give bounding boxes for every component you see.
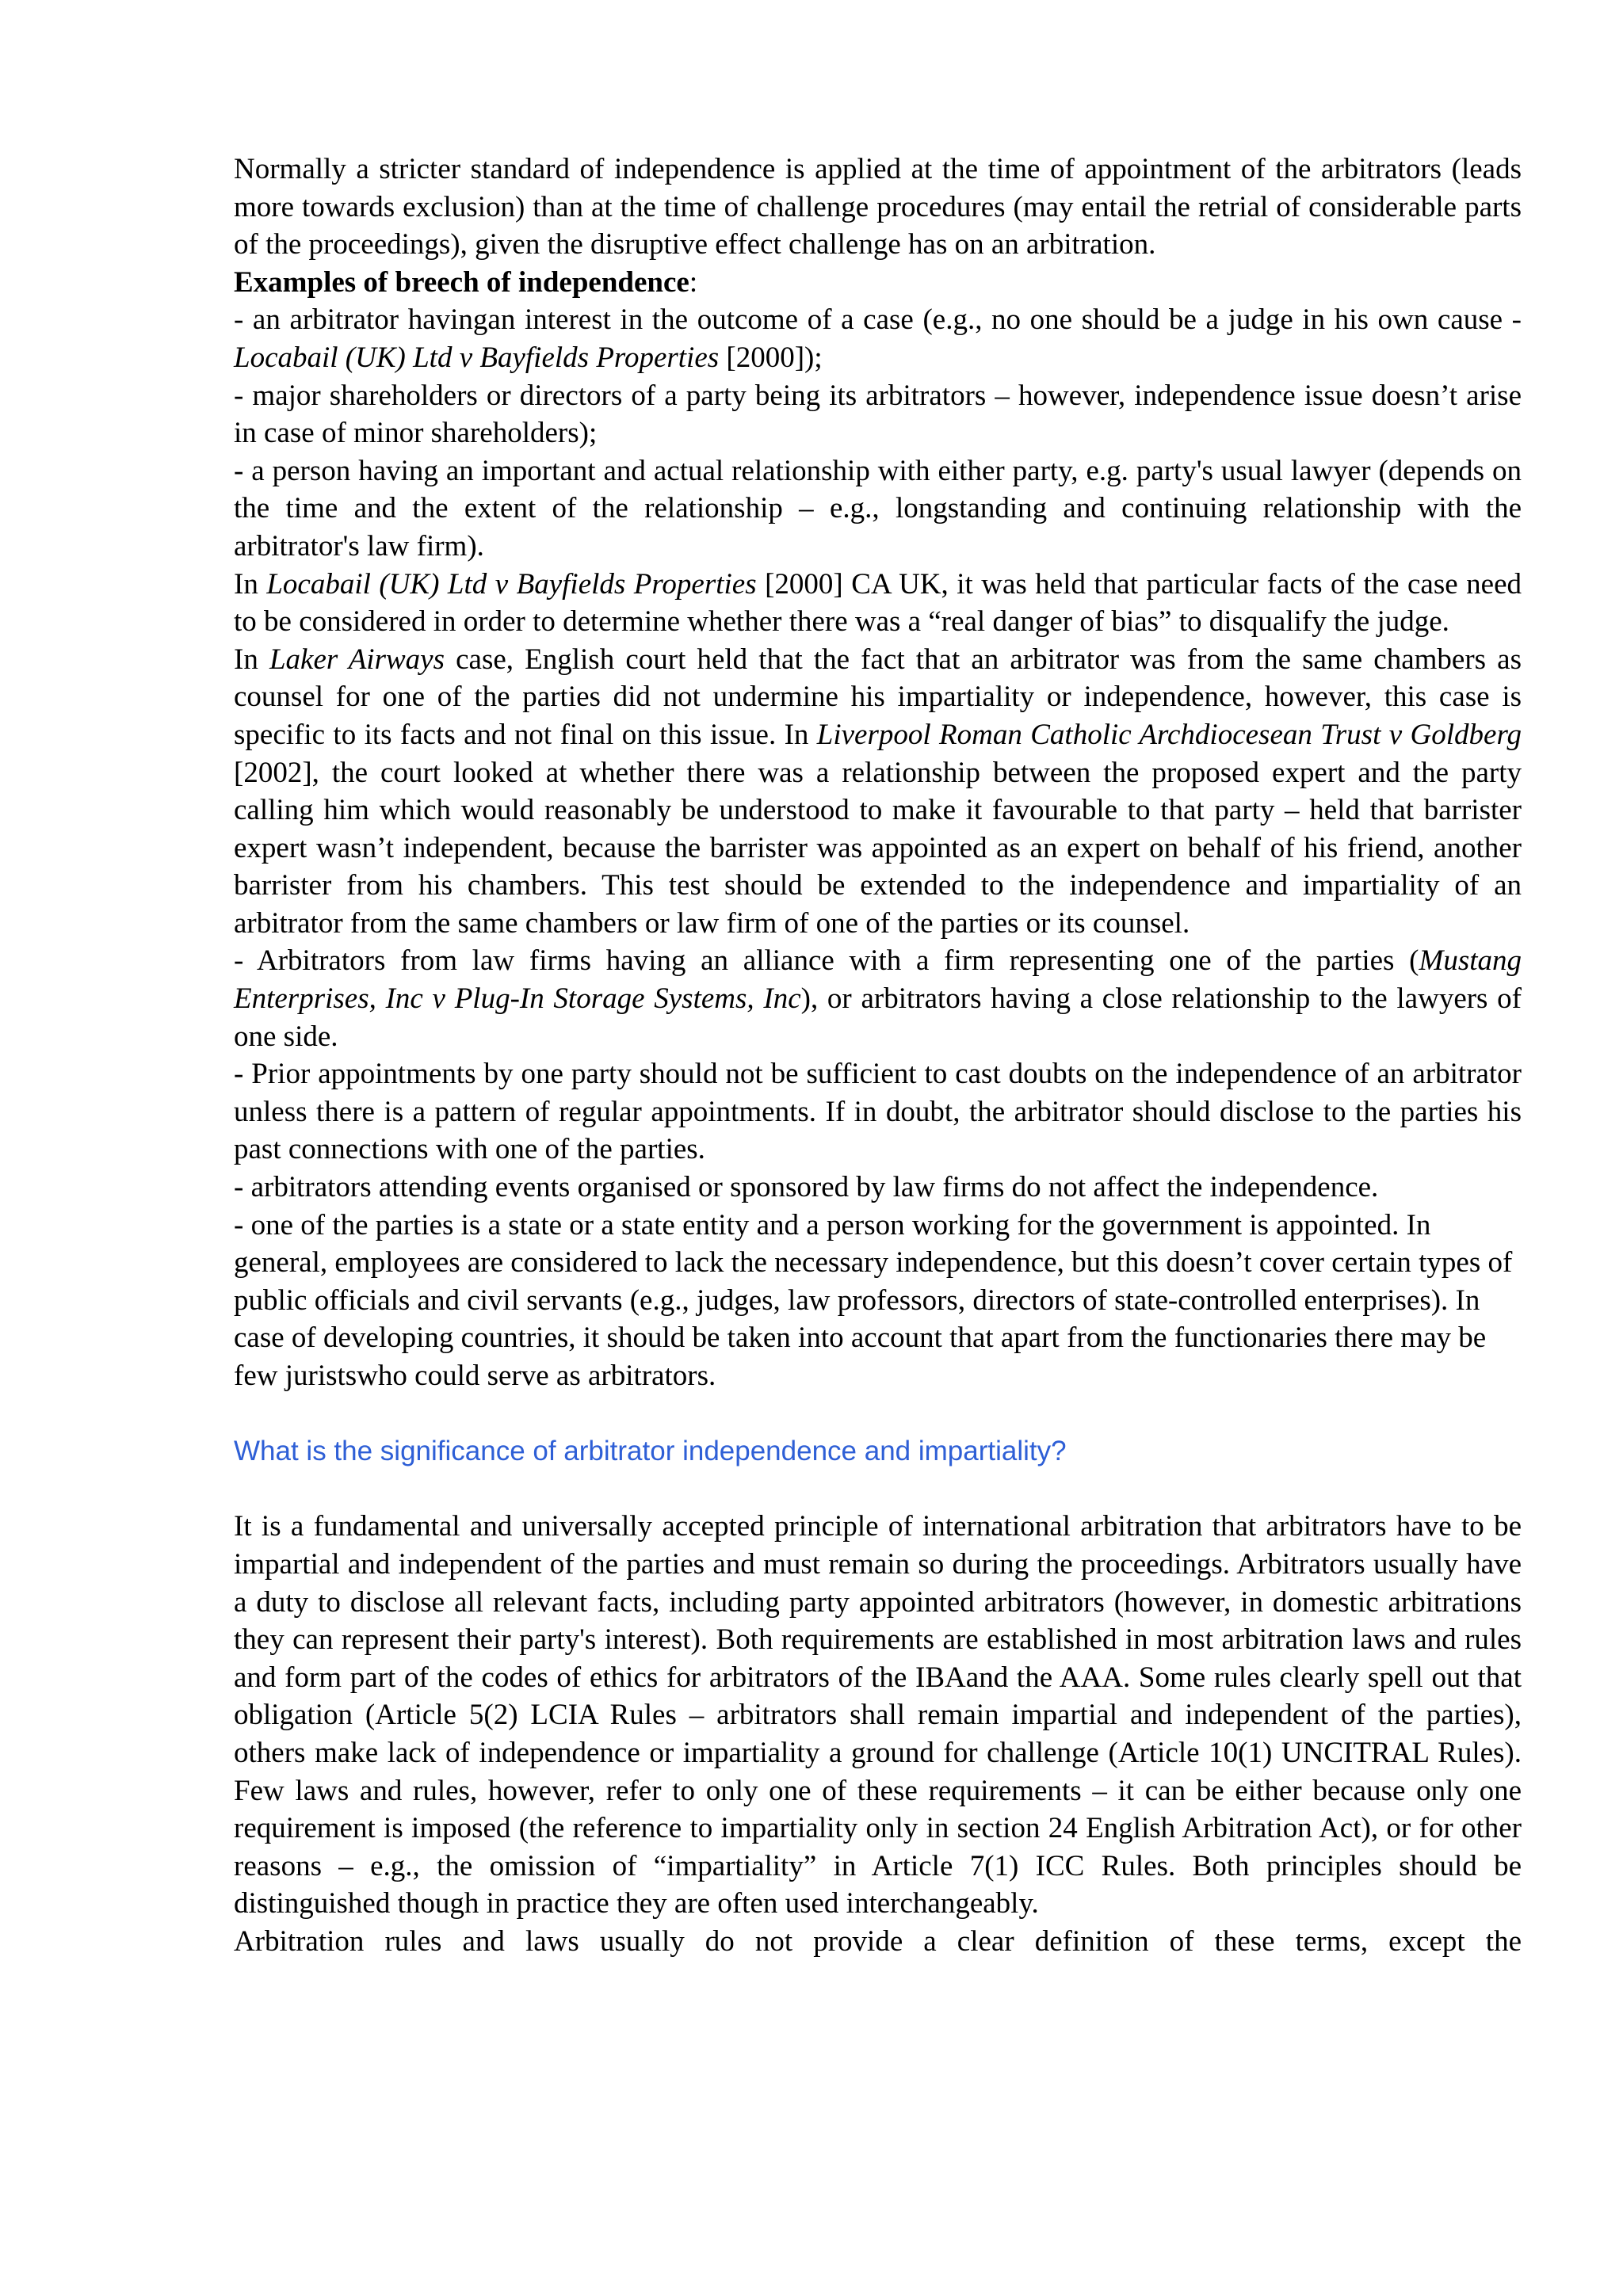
spacer [234,1395,1522,1433]
bullet-state-entity: - one of the parties is a state or a state entity and a person working for the government is appointed. In general, employees are considered to lack the necessary independence, but this doesn’t cover certain types of public officials and civil servants (e.g., judges, law professors, directors of state-controlled enterprises). In case of developing countries, it should be taken into account that apart from the functionaries there may be few juristswho could serve as arbitrators. [234,1208,1513,1392]
examples-heading-line [234,264,1522,302]
case-citation: Laker Airways [269,643,445,676]
examples-heading-colon: : [689,265,698,299]
bullet-events: - arbitrators attending events organised or sponsored by law firms do not affect the independence. [234,1171,1379,1204]
paragraph-locabail: In Locabail (UK) Ltd v Bayfields Properties [2000] CA UK, it was held that particular facts of the case need to be considered in order to determine whether there was a “real danger of bias” to disqualify the judge. [234,567,1522,639]
paragraph-laker-airways: In Laker Airways case, English court held that the fact that an arbitrator was from the same chambers as counsel for one of the parties did not undermine his impartiality or independence, however, this case is specific to its facts and not final on this issue. In Liverpool Roman Catholic Archdiocesean Trust v Goldberg [2002], the court looked at whether there was a relationship between the proposed expert and the party calling him which would reasonably be understood to make it favourable to that party – held that barrister expert wasn’t independent, because the barrister was appointed as an expert on behalf of his friend, another barrister from his chambers. This test should be extended to the independence and impartiality of an arbitrator from the same chambers or law firm of one of the parties or its counsel. [234,643,1522,940]
case-citation: Locabail (UK) Ltd v Bayfields Properties [266,567,757,601]
paragraph-fundamental-principle: It is a fundamental and universally accepted principle of international arbitration that arbitrators have to be impartial and independent of the parties and must remain so during the proceedings. Arbitrators usually have a duty to disclose all relevant facts, including party appointed arbitrators (however, in domestic arbitrations they can represent their party's interest). Both requirements are established in most arbitration laws and rules and form part of the codes of ethics for arbitrators of the IBAand the AAA. Some rules clearly spell out that obligation (Article 5(2) LCIA Rules – arbitrators shall remain impartial and independent of the parties), others make lack of independence or impartiality a ground for challenge (Article 10(1) UNCITRAL Rules). Few laws and rules, however, refer to only one of these requirements – it can be either because only one requirement is imposed (the reference to impartiality only in section 24 English Arbitration Act), or for other reasons – e.g., the omission of “impartiality” in Article 7(1) ICC Rules. Both principles should be distinguished though in practice they are often used interchangeably. [234,1510,1522,1920]
case-citation: Liverpool Roman Catholic Archdiocesean Trust v Goldberg [816,718,1522,751]
bullet-prior-appointments: - Prior appointments by one party should not be sufficient to cast doubts on the independence of an arbitrator unless there is a pattern of regular appointments. If in doubt, the arbitrator should disclose to the parties his past connections with one of the parties. [234,1058,1522,1166]
bullet-shareholders: - major shareholders or directors of a party being its arbitrators – however, independence issue doesn’t arise in case of minor shareholders); [234,379,1522,450]
document-page [234,151,1522,1961]
paragraph-definitions: Arbitration rules and laws usually do not provide a clear definition of these terms, except the [234,1924,1522,1958]
case-citation: Mustang Enterprises, Inc v Plug-In Storage Systems, Inc [234,944,1522,1016]
case-citation: Locabail (UK) Ltd v Bayfields Properties [234,341,720,374]
section-heading: What is the significance of arbitrator independence and impartiality? [234,1436,1067,1467]
spacer [234,1470,1522,1508]
bullet-relationship: - a person having an important and actual relationship with either party, e.g. party's usual lawyer (depends on the time and the extent of the relationship – e.g., longstanding and continuing relationship with the arbitrator's law firm). [234,454,1522,563]
examples-heading: Examples of breech of independence [234,265,689,299]
bullet-interest-in-outcome: - an arbitrator havingan interest in the outcome of a case (e.g., no one should be a judge in his own cause - Locabail (UK) Ltd v Bayfields Properties [2000]); [234,303,1522,374]
paragraph-standard-of-independence: Normally a stricter standard of independence is applied at the time of appointment of the arbitrators (leads more towards exclusion) than at the time of challenge procedures (may entail the retrial of considerable parts of the proceedings), given the disruptive effect challenge has on an arbitration. [234,153,1522,261]
bullet-law-firm-alliance: - Arbitrators from law firms having an alliance with a firm representing one of the parties (Mustang Enterprises, Inc v Plug-In Storage Systems, Inc), or arbitrators having a close relationship to the lawyers of one side. [234,944,1522,1053]
